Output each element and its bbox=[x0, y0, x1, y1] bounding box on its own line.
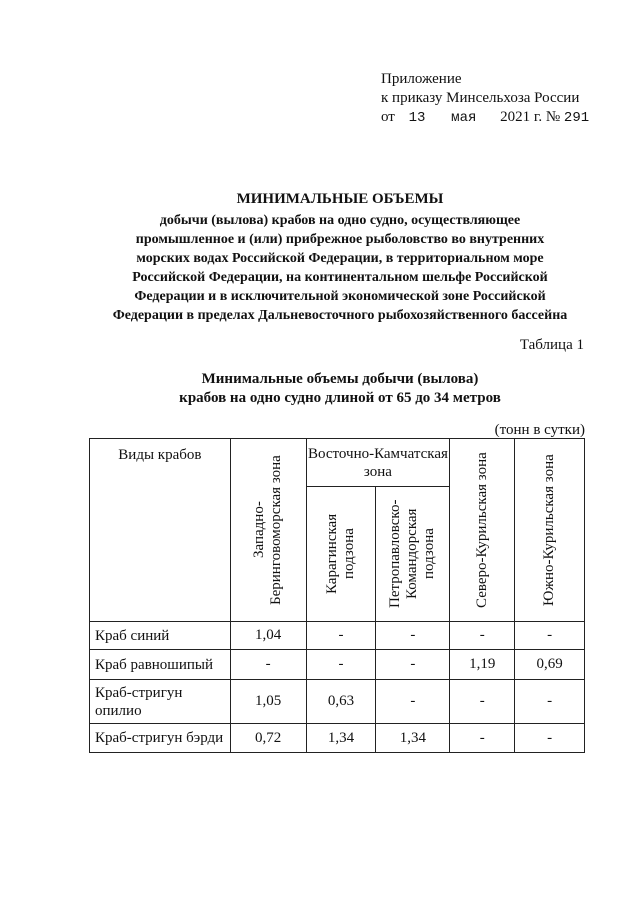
header-karaginskaya: Карагинская подзона bbox=[306, 487, 376, 622]
row-species-name: Краб-стригун опилио bbox=[90, 680, 231, 724]
table-caption bbox=[90, 370, 590, 408]
cell-value: - bbox=[450, 724, 515, 753]
cell-value: - bbox=[515, 622, 585, 650]
table-row bbox=[90, 724, 585, 753]
header-species: Виды крабов bbox=[90, 439, 231, 622]
cell-value: - bbox=[306, 650, 376, 680]
cell-value: 1,34 bbox=[376, 724, 450, 753]
cell-value: - bbox=[515, 724, 585, 753]
units-note: (тонн в сутки) bbox=[494, 422, 585, 438]
header-petropavlovsk: Петропавловско-Командорская подзона bbox=[376, 487, 450, 622]
annex-line-1: Приложение bbox=[381, 71, 462, 87]
table-row bbox=[90, 680, 585, 724]
cell-value: 1,19 bbox=[450, 650, 515, 680]
cell-value: - bbox=[376, 680, 450, 724]
annex-date-prefix: от bbox=[381, 109, 395, 125]
table-row bbox=[90, 622, 585, 650]
cell-value: 0,69 bbox=[515, 650, 585, 680]
row-species-name: Краб синий bbox=[90, 622, 231, 650]
cell-value: 1,34 bbox=[306, 724, 376, 753]
title-line-1: добычи (вылова) крабов на одно судно, осуществляющее bbox=[159, 213, 521, 228]
cell-value: 1,05 bbox=[230, 680, 306, 724]
row-species-name: Краб равношипый bbox=[90, 650, 231, 680]
cell-value: 0,72 bbox=[230, 724, 306, 753]
title-line-3: морских водах Российской Федерации, в территориальном море bbox=[136, 251, 544, 266]
cell-value: - bbox=[306, 622, 376, 650]
cell-value: - bbox=[450, 622, 515, 650]
title-line-6: Федерации в пределах Дальневосточного рыбохозяйственного бассейна bbox=[112, 308, 568, 323]
row-species-name: Краб-стригун бэрди bbox=[90, 724, 231, 753]
cell-value: 0,63 bbox=[306, 680, 376, 724]
annex-month: мая bbox=[451, 110, 477, 126]
caption-line-1: Минимальные объемы добычи (вылова) bbox=[201, 371, 479, 387]
cell-value: - bbox=[376, 622, 450, 650]
annex-year-no: 2021 г. № bbox=[500, 109, 561, 125]
table-label: Таблица 1 bbox=[519, 337, 584, 353]
title-line-2: промышленное и (или) прибрежное рыболовство во внутренних bbox=[135, 232, 545, 247]
cell-value: - bbox=[515, 680, 585, 724]
document-title bbox=[80, 189, 600, 325]
annex-date-line bbox=[381, 108, 589, 128]
data-table bbox=[89, 438, 585, 753]
header-north-kuril: Северо-Курильская зона bbox=[450, 439, 515, 622]
title-line-5: Федерации и в исключительной экономической зоне Российской bbox=[134, 289, 546, 304]
table-row bbox=[90, 650, 585, 680]
cell-value: - bbox=[450, 680, 515, 724]
annex-day: 13 bbox=[408, 110, 426, 126]
cell-value: - bbox=[376, 650, 450, 680]
header-east-kamchatka: Восточно-Камчатская зона bbox=[306, 439, 450, 487]
annex-line-2: к приказу Минсельхоза России bbox=[381, 90, 580, 106]
header-west-bering: Западно-Беринговоморская зона bbox=[230, 439, 306, 622]
caption-line-2: крабов на одно судно длиной от 65 до 34 метров bbox=[179, 390, 501, 406]
cell-value: - bbox=[230, 650, 306, 680]
header-south-kuril: Южно-Курильская зона bbox=[515, 439, 585, 622]
annex-block bbox=[381, 70, 589, 128]
cell-value: 1,04 bbox=[230, 622, 306, 650]
title-line-4: Российской Федерации, на континентальном шельфе Российской bbox=[132, 270, 548, 285]
title-main: МИНИМАЛЬНЫЕ ОБЪЕМЫ bbox=[236, 191, 444, 207]
annex-order-number: 291 bbox=[563, 110, 590, 126]
